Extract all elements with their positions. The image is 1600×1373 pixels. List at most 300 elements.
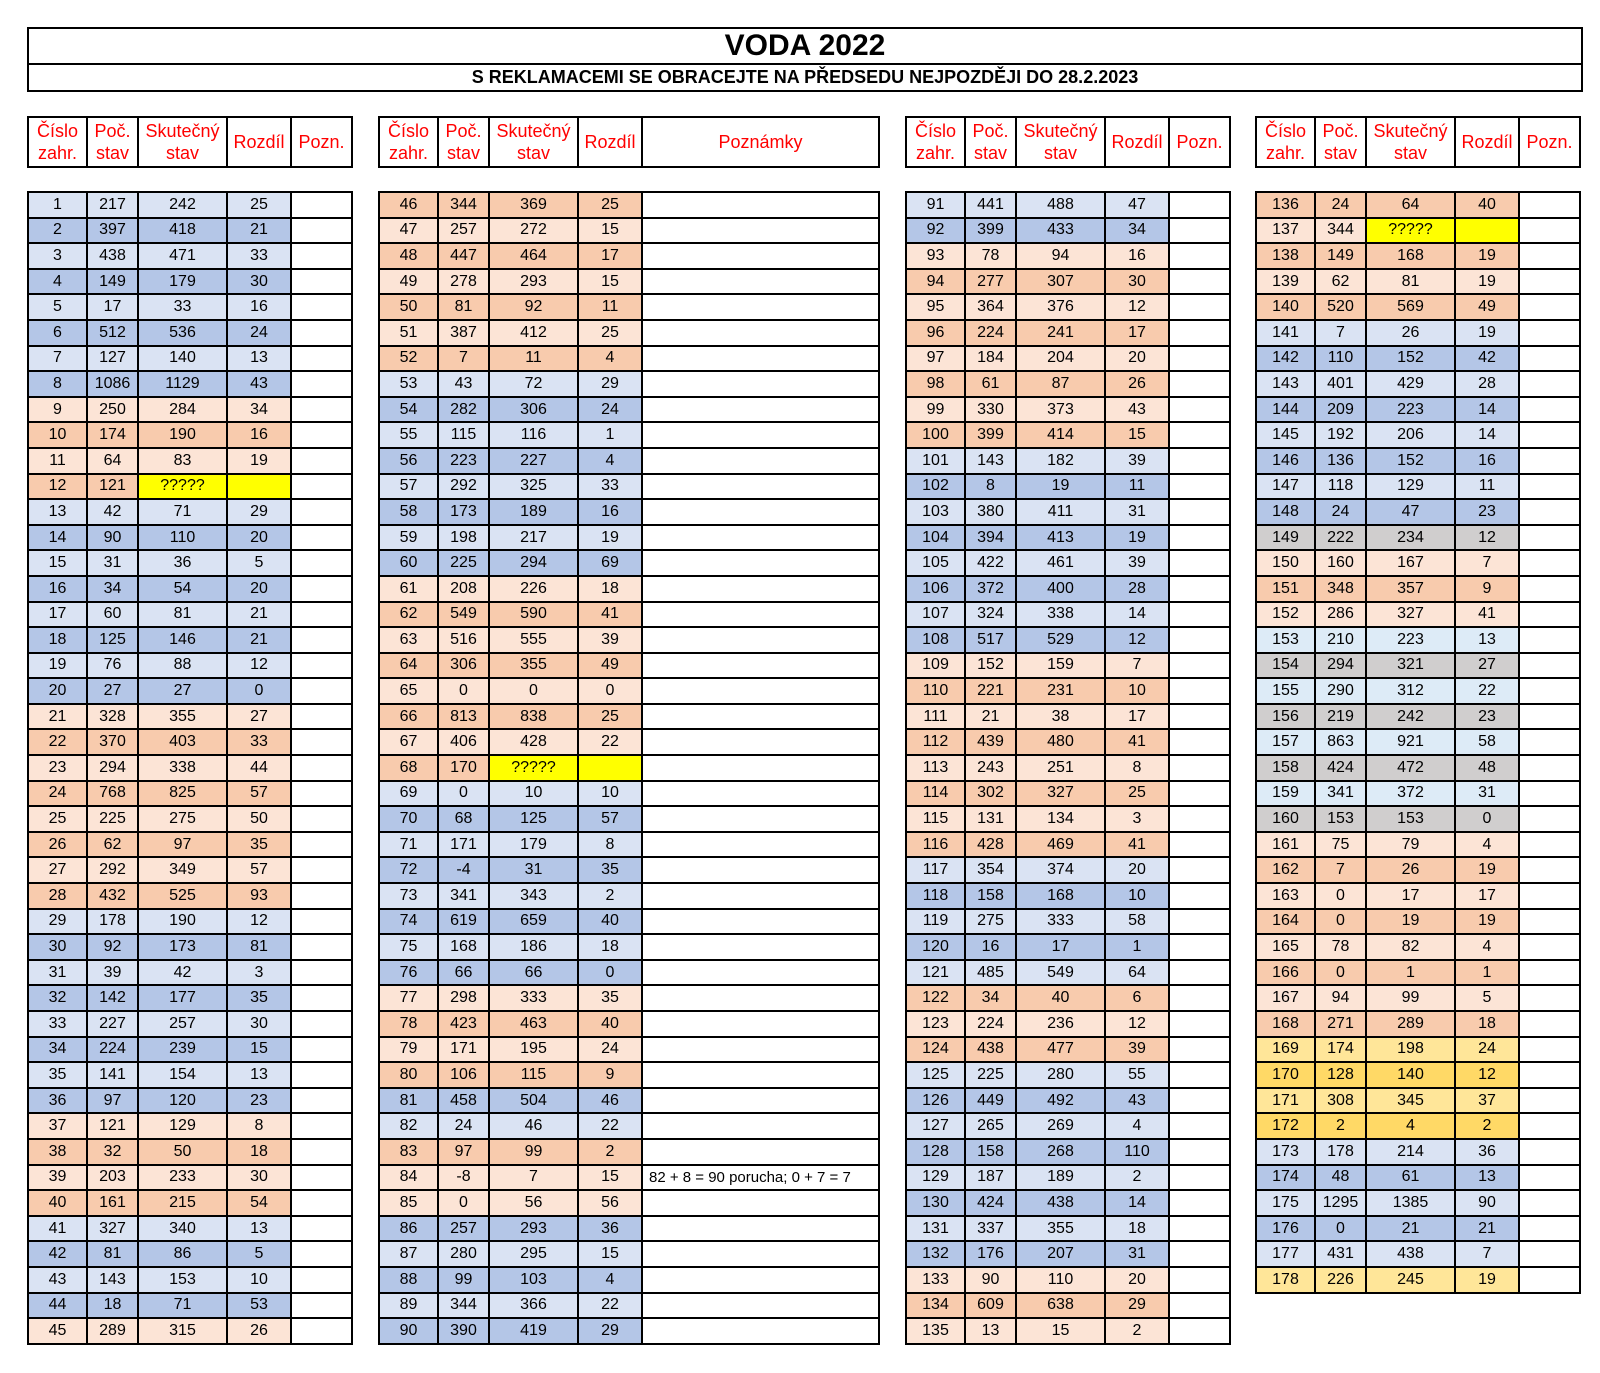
- difference-cell: 41: [578, 602, 642, 628]
- block-4-table: [1255, 191, 1581, 1294]
- table-row: [28, 1190, 352, 1216]
- start-reading-cell: 60: [87, 602, 138, 628]
- start-reading-cell: 330: [965, 397, 1016, 423]
- actual-reading-cell: 82: [1366, 934, 1455, 960]
- table-row: [1256, 729, 1580, 755]
- plot-number-cell: 157: [1256, 729, 1315, 755]
- actual-reading-cell: 19: [1016, 474, 1105, 500]
- start-reading-cell: 243: [965, 755, 1016, 781]
- note-cell: [291, 653, 352, 679]
- start-reading-cell: 208: [438, 576, 489, 602]
- plot-number-cell: 143: [1256, 371, 1315, 397]
- plot-number-cell: 27: [28, 857, 87, 883]
- page-title: VODA 2022: [29, 29, 1581, 65]
- actual-reading-cell: 921: [1366, 729, 1455, 755]
- actual-reading-cell: 272: [489, 218, 578, 244]
- actual-reading-cell: 280: [1016, 1062, 1105, 1088]
- header-start-reading: Poč. stav: [438, 117, 489, 167]
- actual-reading-cell: 223: [1366, 627, 1455, 653]
- header-note: Pozn.: [1519, 117, 1580, 167]
- note-cell: [642, 1267, 879, 1293]
- start-reading-cell: 110: [1315, 346, 1366, 372]
- table-row: [28, 474, 352, 500]
- table-row: [906, 397, 1230, 423]
- table-row: [28, 243, 352, 269]
- note-cell: [642, 1190, 879, 1216]
- start-reading-cell: 224: [965, 1011, 1016, 1037]
- start-reading-cell: 99: [438, 1267, 489, 1293]
- note-cell: [291, 806, 352, 832]
- start-reading-cell: 128: [1315, 1062, 1366, 1088]
- start-reading-cell: 344: [438, 1293, 489, 1319]
- note-cell: [642, 627, 879, 653]
- plot-number-cell: 58: [379, 499, 438, 525]
- difference-cell: 33: [578, 474, 642, 500]
- start-reading-cell: 348: [1315, 576, 1366, 602]
- start-reading-cell: 152: [965, 653, 1016, 679]
- plot-number-cell: 83: [379, 1139, 438, 1165]
- actual-reading-cell: 590: [489, 602, 578, 628]
- actual-reading-cell: 179: [489, 832, 578, 858]
- difference-cell: 29: [227, 499, 291, 525]
- actual-reading-cell: 177: [138, 985, 227, 1011]
- table-row: [379, 729, 879, 755]
- table-row: [28, 729, 352, 755]
- plot-number-cell: 159: [1256, 781, 1315, 807]
- table-row: [906, 602, 1230, 628]
- difference-cell: 13: [1455, 1165, 1519, 1191]
- plot-number-cell: 161: [1256, 832, 1315, 858]
- difference-cell: 18: [1455, 1011, 1519, 1037]
- actual-reading-cell: 116: [489, 422, 578, 448]
- note-cell: [1519, 627, 1580, 653]
- note-cell: [291, 1267, 352, 1293]
- start-reading-cell: 31: [87, 550, 138, 576]
- difference-cell: 64: [1105, 960, 1169, 986]
- actual-reading-cell: 825: [138, 781, 227, 807]
- plot-number-cell: 54: [379, 397, 438, 423]
- note-cell: [1169, 960, 1230, 986]
- table-row: [1256, 1165, 1580, 1191]
- plot-number-cell: 16: [28, 576, 87, 602]
- difference-cell: 4: [1455, 934, 1519, 960]
- note-cell: [1519, 550, 1580, 576]
- note-cell: [1169, 1062, 1230, 1088]
- start-reading-cell: 341: [438, 883, 489, 909]
- actual-reading-cell: 257: [138, 1011, 227, 1037]
- table-row: [379, 1216, 879, 1242]
- difference-cell: 17: [1105, 704, 1169, 730]
- note-cell: [1169, 218, 1230, 244]
- actual-reading-cell: 140: [138, 346, 227, 372]
- plot-number-cell: 135: [906, 1318, 965, 1344]
- actual-reading-cell: 72: [489, 371, 578, 397]
- plot-number-cell: 150: [1256, 550, 1315, 576]
- plot-number-cell: 173: [1256, 1139, 1315, 1165]
- start-reading-cell: 292: [87, 857, 138, 883]
- actual-reading-cell: 223: [1366, 397, 1455, 423]
- table-row: [1256, 1062, 1580, 1088]
- note-cell: [1519, 192, 1580, 218]
- plot-number-cell: 164: [1256, 909, 1315, 935]
- start-reading-cell: 76: [87, 653, 138, 679]
- plot-number-cell: 177: [1256, 1241, 1315, 1267]
- difference-cell: 33: [227, 729, 291, 755]
- plot-number-cell: 22: [28, 729, 87, 755]
- actual-reading-cell: 480: [1016, 729, 1105, 755]
- start-reading-cell: 81: [438, 294, 489, 320]
- difference-cell: 15: [1105, 422, 1169, 448]
- note-cell: [1169, 320, 1230, 346]
- difference-cell: 19: [1455, 269, 1519, 295]
- difference-cell: 35: [227, 985, 291, 1011]
- difference-cell: 25: [227, 192, 291, 218]
- note-cell: [642, 1037, 879, 1063]
- plot-number-cell: 40: [28, 1190, 87, 1216]
- table-row: [379, 218, 879, 244]
- note-cell: [1169, 346, 1230, 372]
- table-row: [906, 218, 1230, 244]
- table-row: [1256, 346, 1580, 372]
- start-reading-cell: 170: [438, 755, 489, 781]
- table-row: [379, 346, 879, 372]
- table-row: [28, 704, 352, 730]
- difference-cell: 44: [227, 755, 291, 781]
- start-reading-cell: 0: [438, 678, 489, 704]
- plot-number-cell: 71: [379, 832, 438, 858]
- note-cell: [1169, 627, 1230, 653]
- difference-cell: 30: [227, 1165, 291, 1191]
- start-reading-cell: 142: [87, 985, 138, 1011]
- difference-cell: 57: [227, 781, 291, 807]
- note-cell: [1519, 832, 1580, 858]
- actual-reading-cell: 659: [489, 909, 578, 935]
- actual-reading-cell: 403: [138, 729, 227, 755]
- actual-reading-cell: 81: [138, 602, 227, 628]
- note-cell: [291, 346, 352, 372]
- table-row: [379, 832, 879, 858]
- difference-cell: 0: [1455, 806, 1519, 832]
- note-cell: [291, 1062, 352, 1088]
- plot-number-cell: 39: [28, 1165, 87, 1191]
- table-row: [1256, 397, 1580, 423]
- difference-cell: 19: [227, 448, 291, 474]
- plot-number-cell: 5: [28, 294, 87, 320]
- note-cell: [291, 1241, 352, 1267]
- plot-number-cell: 170: [1256, 1062, 1315, 1088]
- start-reading-cell: 158: [965, 1139, 1016, 1165]
- plot-number-cell: 4: [28, 269, 87, 295]
- plot-number-cell: 74: [379, 909, 438, 935]
- start-reading-cell: 516: [438, 627, 489, 653]
- start-reading-cell: 168: [438, 934, 489, 960]
- difference-cell: 12: [1105, 294, 1169, 320]
- difference-cell: 35: [578, 985, 642, 1011]
- actual-reading-cell: 168: [1366, 243, 1455, 269]
- table-row: [379, 1062, 879, 1088]
- table-row: [906, 985, 1230, 1011]
- table-row: [28, 1088, 352, 1114]
- table-row: [379, 704, 879, 730]
- difference-cell: 19: [1105, 525, 1169, 551]
- plot-number-cell: 77: [379, 985, 438, 1011]
- header-actual-reading: Skutečný stav: [1366, 117, 1455, 167]
- difference-cell: 1: [1105, 934, 1169, 960]
- difference-cell: 2: [578, 1139, 642, 1165]
- table-row: [28, 602, 352, 628]
- note-cell: [1519, 1113, 1580, 1139]
- note-cell: [642, 243, 879, 269]
- actual-reading-cell: 227: [489, 448, 578, 474]
- difference-cell: 15: [578, 218, 642, 244]
- note-cell: [642, 1293, 879, 1319]
- start-reading-cell: 27: [87, 678, 138, 704]
- difference-cell: 19: [578, 525, 642, 551]
- plot-number-cell: 134: [906, 1293, 965, 1319]
- plot-number-cell: 113: [906, 755, 965, 781]
- start-reading-cell: 289: [87, 1318, 138, 1344]
- note-cell: [291, 525, 352, 551]
- start-reading-cell: 226: [1315, 1267, 1366, 1293]
- plot-number-cell: 119: [906, 909, 965, 935]
- table-row: [379, 653, 879, 679]
- difference-cell: 4: [578, 346, 642, 372]
- plot-number-cell: 79: [379, 1037, 438, 1063]
- start-reading-cell: 257: [438, 218, 489, 244]
- start-reading-cell: 406: [438, 729, 489, 755]
- table-row: [906, 857, 1230, 883]
- difference-cell: 35: [227, 832, 291, 858]
- note-cell: [642, 192, 879, 218]
- plot-number-cell: 109: [906, 653, 965, 679]
- actual-reading-cell: 47: [1366, 499, 1455, 525]
- plot-number-cell: 49: [379, 269, 438, 295]
- table-row: [1256, 602, 1580, 628]
- actual-reading-cell: 294: [489, 550, 578, 576]
- note-cell: [1169, 806, 1230, 832]
- difference-cell: 43: [1105, 1088, 1169, 1114]
- plot-number-cell: 55: [379, 422, 438, 448]
- note-cell: [642, 1011, 879, 1037]
- actual-reading-cell: 231: [1016, 678, 1105, 704]
- note-cell: [642, 218, 879, 244]
- start-reading-cell: 48: [1315, 1165, 1366, 1191]
- table-row: [28, 1139, 352, 1165]
- plot-number-cell: 57: [379, 474, 438, 500]
- table-row: [906, 525, 1230, 551]
- table-row: [28, 781, 352, 807]
- start-reading-cell: 8: [965, 474, 1016, 500]
- difference-cell: 4: [578, 448, 642, 474]
- note-cell: [291, 1165, 352, 1191]
- table-row: [379, 269, 879, 295]
- plot-number-cell: 162: [1256, 857, 1315, 883]
- plot-number-cell: 125: [906, 1062, 965, 1088]
- plot-number-cell: 104: [906, 525, 965, 551]
- start-reading-cell: 61: [965, 371, 1016, 397]
- header-actual-reading: Skutečný stav: [138, 117, 227, 167]
- note-cell: [1519, 678, 1580, 704]
- start-reading-cell: 92: [87, 934, 138, 960]
- actual-reading-cell: 61: [1366, 1165, 1455, 1191]
- difference-cell: 41: [1105, 832, 1169, 858]
- start-reading-cell: 277: [965, 269, 1016, 295]
- actual-reading-cell: 241: [1016, 320, 1105, 346]
- note-cell: [1169, 550, 1230, 576]
- start-reading-cell: 217: [87, 192, 138, 218]
- difference-cell: 30: [227, 269, 291, 295]
- start-reading-cell: 174: [87, 422, 138, 448]
- table-row: [379, 1113, 879, 1139]
- plot-number-cell: 174: [1256, 1165, 1315, 1191]
- table-row: [1256, 550, 1580, 576]
- difference-cell: 21: [227, 627, 291, 653]
- start-reading-cell: 115: [438, 422, 489, 448]
- table-row: [28, 218, 352, 244]
- table-row: [1256, 294, 1580, 320]
- plot-number-cell: 110: [906, 678, 965, 704]
- actual-reading-cell: 418: [138, 218, 227, 244]
- difference-cell: 25: [1105, 781, 1169, 807]
- header-start-reading: Poč. stav: [965, 117, 1016, 167]
- plot-number-cell: 19: [28, 653, 87, 679]
- plot-number-cell: 46: [379, 192, 438, 218]
- plot-number-cell: 36: [28, 1088, 87, 1114]
- actual-reading-cell: 428: [489, 729, 578, 755]
- difference-cell: 54: [227, 1190, 291, 1216]
- difference-cell: 9: [1455, 576, 1519, 602]
- plot-number-cell: 128: [906, 1139, 965, 1165]
- difference-cell: 30: [1105, 269, 1169, 295]
- note-cell: [1169, 1113, 1230, 1139]
- actual-reading-cell: 190: [138, 909, 227, 935]
- table-row: [1256, 960, 1580, 986]
- actual-reading-cell: 472: [1366, 755, 1455, 781]
- start-reading-cell: 149: [87, 269, 138, 295]
- note-cell: [1519, 1011, 1580, 1037]
- start-reading-cell: 131: [965, 806, 1016, 832]
- start-reading-cell: 619: [438, 909, 489, 935]
- actual-reading-cell: 92: [489, 294, 578, 320]
- note-cell: [291, 1011, 352, 1037]
- note-cell: [642, 320, 879, 346]
- start-reading-cell: 0: [1315, 960, 1366, 986]
- table-row: [1256, 474, 1580, 500]
- table-row: [28, 960, 352, 986]
- start-reading-cell: 225: [438, 550, 489, 576]
- start-reading-cell: 609: [965, 1293, 1016, 1319]
- plot-number-cell: 82: [379, 1113, 438, 1139]
- note-cell: [291, 371, 352, 397]
- start-reading-cell: 7: [1315, 857, 1366, 883]
- header-note: Pozn.: [291, 117, 352, 167]
- actual-reading-cell: 504: [489, 1088, 578, 1114]
- plot-number-cell: 64: [379, 653, 438, 679]
- plot-number-cell: 112: [906, 729, 965, 755]
- start-reading-cell: 173: [438, 499, 489, 525]
- header-actual-reading: Skutečný stav: [1016, 117, 1105, 167]
- start-reading-cell: 171: [438, 832, 489, 858]
- actual-reading-cell: 464: [489, 243, 578, 269]
- start-reading-cell: 121: [87, 1113, 138, 1139]
- note-cell: [291, 294, 352, 320]
- table-row: [906, 243, 1230, 269]
- start-reading-cell: 32: [87, 1139, 138, 1165]
- difference-cell: 20: [1105, 346, 1169, 372]
- table-row: [28, 1318, 352, 1344]
- difference-cell: 30: [227, 1011, 291, 1037]
- start-reading-cell: 209: [1315, 397, 1366, 423]
- table-row: [1256, 1088, 1580, 1114]
- plot-number-cell: 35: [28, 1062, 87, 1088]
- plot-number-cell: 169: [1256, 1037, 1315, 1063]
- start-reading-cell: 432: [87, 883, 138, 909]
- difference-cell: 24: [578, 397, 642, 423]
- difference-cell: 4: [1455, 832, 1519, 858]
- actual-reading-cell: 204: [1016, 346, 1105, 372]
- note-cell: [1519, 269, 1580, 295]
- block-3-header: [905, 116, 1231, 168]
- start-reading-cell: 441: [965, 192, 1016, 218]
- note-cell: [642, 602, 879, 628]
- start-reading-cell: 7: [1315, 320, 1366, 346]
- note-cell: [642, 294, 879, 320]
- plot-number-cell: 178: [1256, 1267, 1315, 1293]
- difference-cell: 31: [1105, 499, 1169, 525]
- note-cell: [1169, 1011, 1230, 1037]
- note-cell: [1519, 1267, 1580, 1293]
- actual-reading-cell: 338: [138, 755, 227, 781]
- actual-reading-cell: 110: [138, 525, 227, 551]
- start-reading-cell: 813: [438, 704, 489, 730]
- header-plot-number: Číslo zahr.: [28, 117, 87, 167]
- start-reading-cell: 68: [438, 806, 489, 832]
- difference-cell: 18: [227, 1139, 291, 1165]
- note-cell: [1519, 397, 1580, 423]
- table-row: [906, 1062, 1230, 1088]
- difference-cell: 39: [1105, 448, 1169, 474]
- plot-number-cell: 122: [906, 985, 965, 1011]
- difference-cell: 23: [1455, 499, 1519, 525]
- start-reading-cell: 394: [965, 525, 1016, 551]
- note-cell: [1169, 1088, 1230, 1114]
- note-cell: [1169, 729, 1230, 755]
- table-row: [379, 422, 879, 448]
- note-cell: [1169, 653, 1230, 679]
- table-row: [906, 1113, 1230, 1139]
- plot-number-cell: 30: [28, 934, 87, 960]
- actual-reading-cell: 355: [489, 653, 578, 679]
- difference-cell: 10: [227, 1267, 291, 1293]
- actual-reading-cell: 477: [1016, 1037, 1105, 1063]
- difference-cell: 23: [227, 1088, 291, 1114]
- difference-cell: 5: [1455, 985, 1519, 1011]
- table-row: [28, 576, 352, 602]
- actual-reading-cell: ?????: [489, 755, 578, 781]
- note-cell: [1169, 1165, 1230, 1191]
- start-reading-cell: 0: [438, 781, 489, 807]
- actual-reading-cell: 469: [1016, 832, 1105, 858]
- plot-number-cell: 152: [1256, 602, 1315, 628]
- plot-number-cell: 2: [28, 218, 87, 244]
- table-row: [28, 346, 352, 372]
- difference-cell: 11: [1105, 474, 1169, 500]
- plot-number-cell: 155: [1256, 678, 1315, 704]
- difference-cell: 40: [1455, 192, 1519, 218]
- table-row: [28, 1267, 352, 1293]
- start-reading-cell: 178: [1315, 1139, 1366, 1165]
- actual-reading-cell: 1385: [1366, 1190, 1455, 1216]
